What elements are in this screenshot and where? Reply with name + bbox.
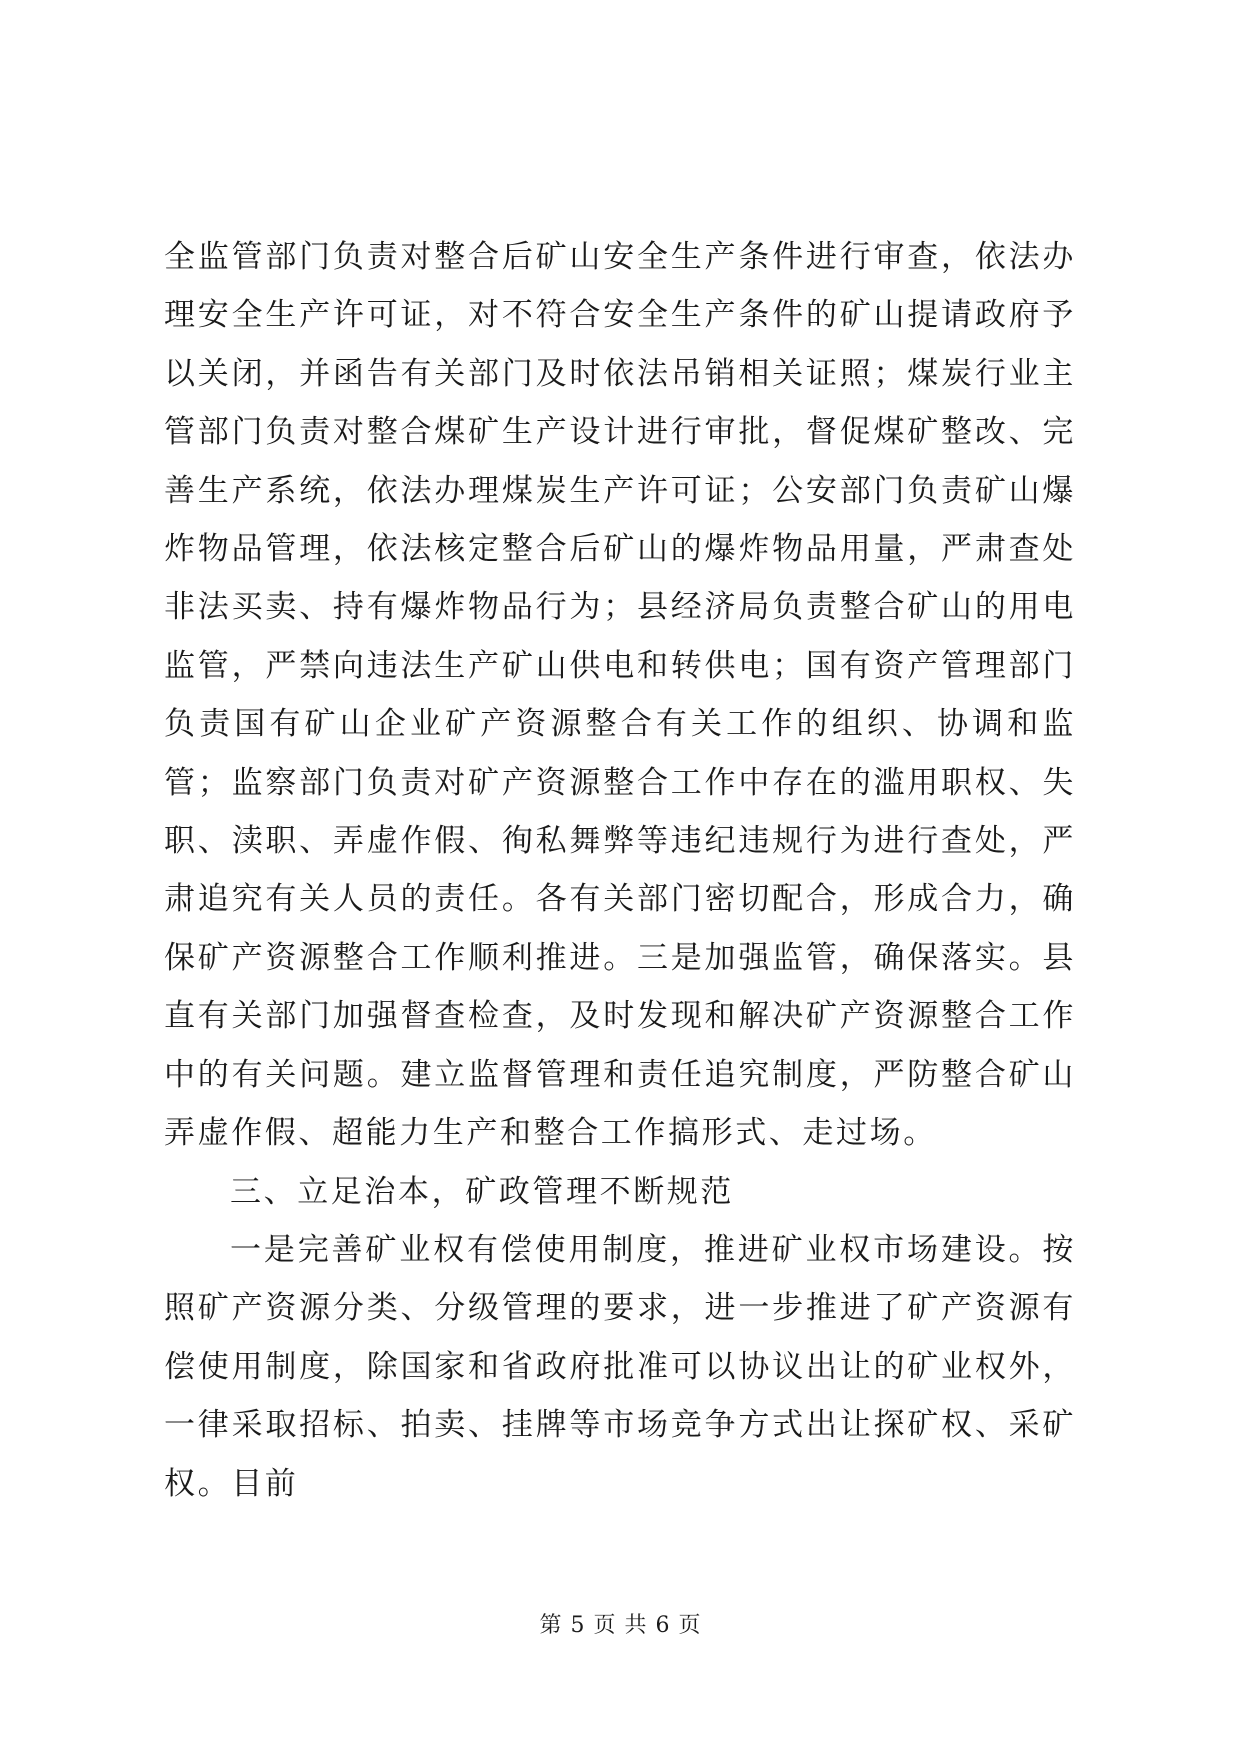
paragraph-responsibilities: 全监管部门负责对整合后矿山安全生产条件进行审查，依法办理安全生产许可证，对不符合安全生产条件的矿山提请政府予以关闭，并函告有关部门及时依法吊销相关证照；煤炭行业主管部门负责对整合煤矿生产设计进行审批，督促煤矿整改、完善生产系统，依法办理煤炭生产许可证；公安部门负责矿山爆炸物品管理，依法核定整合后矿山的爆炸物品用量，严肃查处非法买卖、持有爆炸物品行为；县经济局负责整合矿山的用电监管，严禁向违法生产矿山供电和转供电；国有资产管理部门负责国有矿山企业矿产资源整合有关工作的组织、协调和监管；监察部门负责对矿产资源整合工作中存在的滥用职权、失职、渎职、弄虚作假、徇私舞弊等违纪违规行为进行查处，严肃追究有关人员的责任。各有关部门密切配合，形成合力，确保矿产资源整合工作顺利推进。三是加强监管，确保落实。县直有关部门加强督查检查，及时发现和解决矿产资源整合工作中的有关问题。建立监督管理和责任追究制度，严防整合矿山弄虚作假、超能力生产和整合工作搞形式、走过场。 — [164, 239, 1076, 1152]
page-number-label: 第 5 页 共 6 页 — [539, 1613, 702, 1638]
section-heading-3: 三、立足治本，矿政管理不断规范 — [230, 1173, 734, 1210]
paragraph-mining-rights: 一是完善矿业权有偿使用制度，推进矿业权市场建设。按照矿产资源分类、分级管理的要求，进一步推进了矿产资源有偿使用制度，除国家和省政府批准可以协议出让的矿业权外，一律采取招标、拍卖、挂牌等市场竞争方式出让探矿权、采矿权。目前 — [164, 1231, 1076, 1502]
page-footer — [0, 1608, 1241, 1639]
document-body — [164, 228, 1076, 1513]
